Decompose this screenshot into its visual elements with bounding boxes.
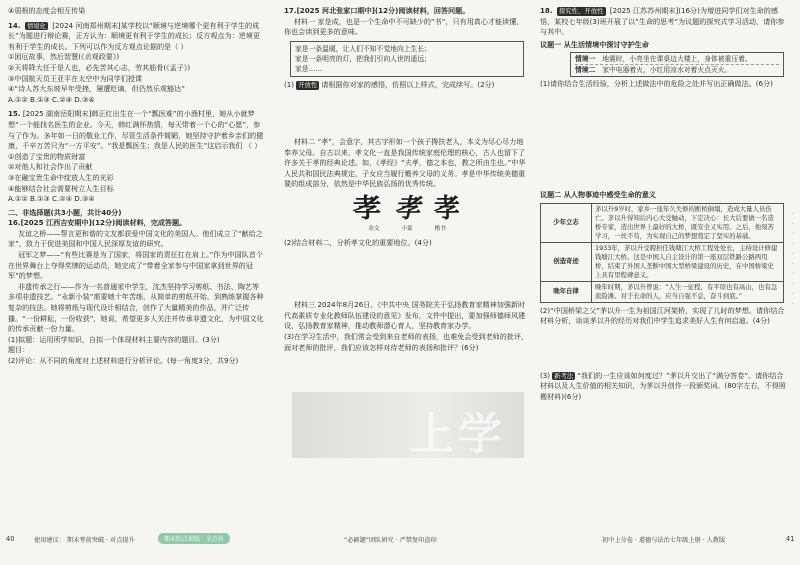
sub-number: (3) bbox=[540, 370, 551, 380]
page-number-right: 41 bbox=[786, 535, 795, 543]
material-3: 材料三 2024年8月26日，《中共中央 国务院关于弘扬教育家精神加强新时代高素质专业化教师队伍建设的意见》发布，文件中提出，要加强师德师风建设，弘扬教育家精神，推动教师潜心育人，坚持教育家办学。 bbox=[284, 300, 526, 331]
q16-title: 16.[2025 江西吉安期中](12分)阅读材料，完成答题。 bbox=[8, 218, 187, 228]
q14-option: ①困厄故事，然后智慧(《贞观政要》) bbox=[8, 52, 120, 62]
part2-title: 二、非选择题(共3小题，共计40分) bbox=[8, 207, 122, 217]
answer-space bbox=[284, 248, 530, 300]
q15-option: ③在融宝贵生命中绽放人生的光彩 bbox=[8, 172, 114, 182]
glyph-label: 金文 bbox=[368, 225, 380, 232]
q14-choices: A.①② B.①③ C.②④ D.③④ bbox=[8, 94, 95, 104]
q16-sub1: (1)拟题：运用所学知识，自拟一个体现材料主要内容的题目。(3分) bbox=[8, 334, 220, 344]
material-1: 材料一 家是成，也是一个生命中不可缺少的“书”，只有用真心才能读懂，你也会读到更多的意味。 bbox=[284, 16, 524, 37]
q15-number: 15. bbox=[8, 109, 21, 119]
sub-text: 请根据你对家的感悟，仿照以上样式，完成续写。(2分) bbox=[321, 80, 495, 90]
sub-tag: 新考法 bbox=[554, 371, 574, 380]
material-1-box bbox=[290, 41, 524, 78]
glyph-jinwen: 孝 bbox=[352, 193, 382, 224]
glyph-label: 小篆 bbox=[401, 225, 413, 232]
table-row bbox=[541, 203, 784, 242]
table-row bbox=[541, 281, 784, 302]
glyph-xiaozhuan: 孝 bbox=[393, 193, 420, 224]
q15-option: ②对他人和社会作出了贡献 bbox=[8, 162, 93, 172]
row-header: 晚年自律 bbox=[541, 281, 592, 302]
topic-2: 议题二 从人物事迹中感受生命的意义 bbox=[540, 189, 656, 199]
scenario-text: 地震时，小亮坐在课桌边大楼上，身体被重压着。 bbox=[602, 55, 752, 64]
q16-paragraph: 冠军之梦——“有些比赛是为了国家，将国家的责任扛在肩上。”作为中国队首个在世界舞台上夺得奖牌的运动员，她完成了“带着全家参与中国家拿到世界的冠军”的梦想。 bbox=[8, 250, 263, 281]
page-number-left: 40 bbox=[6, 535, 15, 543]
watermark bbox=[292, 392, 524, 458]
q15-choices: A.①② B.①③ C.②④ D.③④ bbox=[8, 194, 95, 204]
mao-yisheng-table bbox=[540, 203, 784, 303]
scenario-2 bbox=[575, 65, 779, 75]
box-line: 家是…… bbox=[295, 65, 323, 74]
scenario-text: 家中电器着火，小红用凉水对着火点灭火。 bbox=[602, 66, 732, 75]
sub-number: (1) bbox=[284, 80, 295, 90]
scenario-box bbox=[570, 52, 784, 77]
question-15 bbox=[8, 109, 266, 151]
question-14 bbox=[8, 21, 266, 53]
q16-title-label: 题目： bbox=[8, 345, 30, 355]
topic-3 bbox=[540, 371, 790, 403]
box-line: 家是一条温暖，让人们不知不觉地向上生长； bbox=[295, 44, 431, 53]
q16-sub2: (2)评论：从不同的角度对上述材料进行分析评论。(每一角度3分，共9分) bbox=[8, 356, 239, 365]
material-2: 材料二 “孝”，会意字，其古字形如一个孩子搀扶老人，本义为尽心尽力地奉养父母。自古以来，孝文化一直是我国传统家庭伦理的核心，古人也留下了许多关于孝的经典论述。如，《孝经》“夫孝，德之本也，教之所由生也。”中华人民共和国民法典规定，子女应当履行赡养父母的义务。孝是中华传统美德重要的组成部分，依然是中华民族弘扬的优秀传统。 bbox=[284, 136, 526, 189]
q14-number: 14. bbox=[8, 20, 21, 30]
q15-option: ①创造了宝贵的物质财富 bbox=[8, 151, 86, 161]
usage-hint: 使用建议： 期末考前突破 · 对点提升 bbox=[34, 537, 135, 544]
answer-space bbox=[284, 91, 530, 137]
row-header: 创造奇迹 bbox=[541, 242, 592, 281]
row-content: 1933年，茅以升受聘担任钱塘江大桥工程处处长，主持设计修建钱塘江大桥。这是中国人自主设计的第一座双层铁路公路两用桥，结束了外国人垄断中国大型桥梁建设的历史，在中国桥梁史上具有里程碑意义。 bbox=[592, 242, 784, 281]
table-row bbox=[541, 242, 784, 281]
q13-option: ④弱根的态度会相互传染 bbox=[8, 6, 86, 15]
binding-margin: · · · · · · · · · · bbox=[792, 211, 794, 308]
scenario-label: 情境一 bbox=[575, 55, 596, 64]
glyph-kaishu: 孝 bbox=[434, 193, 461, 224]
q14-option: ②天将降大任于是人也，必先苦其心志，劳其筋骨(《孟子》) bbox=[8, 62, 191, 72]
q18-text: [2025 江苏苏州期末](16分)为增进同学们对生命的感悟，某校七年级(3)班开展了以“生命的思考”为议题的探究式学习活动，请你参与其中。 bbox=[540, 6, 785, 37]
scenario-1 bbox=[575, 54, 779, 65]
row-content: 晚年时期，茅以升曾说：“人生一征程，有平原也有高山，也有急流险滩。对于长命的人，应当自强不息，奋斗到底。” bbox=[592, 281, 784, 302]
q18-number: 18. bbox=[540, 6, 553, 15]
answer-space bbox=[540, 327, 790, 371]
q17-title: 17.[2025 河北张家口期中](12分)阅读材料，回答问题。 bbox=[284, 6, 470, 15]
sub-text: “我们的一生应该如何度过？”茅以升交出了“满分答卷”。请你结合材料以及人生价值的相关知识，为茅以升创作一段颁奖词。(80字左右，不得照搬材料)(6分) bbox=[540, 370, 786, 401]
copyright-note: “必刷题”团队研究 · 严禁复印盗印 bbox=[344, 537, 437, 544]
q14-tag: 情境化 bbox=[26, 21, 47, 30]
q18-tag: 探究性、开放性 bbox=[558, 7, 604, 15]
q17-sub2: (2)结合材料二，分析孝文化的重要地位。(4分) bbox=[284, 237, 432, 247]
q16-paragraph: 友谊之桥——帮言更和谐的文友都获爱中国文化的美国人。他们成立了“献给之家”，致力于促进美国和中国人民深厚友谊的研究。 bbox=[8, 228, 263, 249]
topic-1-sub: (1)请你结合生活经验，分析上述做法中的危险之处并写出正确做法。(6分) bbox=[540, 79, 773, 89]
answer-space bbox=[540, 90, 790, 190]
watermark-text: 上学 bbox=[410, 409, 506, 460]
xiao-glyphs bbox=[284, 194, 530, 224]
q16-paragraph: 非遗传承之行——作为一名普通家中学生，沈杰坚持学习剪纸、书法、陶艺等多项非遗技艺。“永新小装”需要她十年苦练，从简单的剪纸开始，到熟练掌握各种复杂的技法。她将剪纸与现代设计相结合，创作了大量精美的作品，并广泛传播。“一份耕耘，一份收获”，她说，希望更多人关注并传承非遗文化，为中国文化的传承贡献一份力量。 bbox=[8, 281, 264, 334]
glyph-labels bbox=[284, 224, 530, 235]
q15-option: ④能够结合社会需要树立人生目标 bbox=[8, 183, 114, 193]
section-pill: 期末综合训练 · 全方位 bbox=[158, 533, 230, 544]
row-header: 少年立志 bbox=[541, 203, 592, 242]
question-18 bbox=[540, 6, 790, 38]
glyph-label: 楷书 bbox=[434, 225, 446, 232]
q14-text: [2024 河南郑州期末]某学校以“顺境与逆境哪个更有利于学生的成长”为题进行辩论赛，正方认为：顺境更有利于学生的成长；反方观点为：逆境更有利于学生的成长。下列可以作为反方观点论据的是（ ） bbox=[8, 20, 260, 51]
page-footer bbox=[0, 532, 800, 552]
book-title: 初中上分卷 · 道德与法治七年级上册 · 人教版 bbox=[602, 537, 726, 544]
box-line: 家是一条明亮的灯，把我们引向人世的遥远； bbox=[295, 54, 431, 63]
scenario-label: 情境二 bbox=[575, 66, 596, 75]
q17-sub3: (3)在学习生活中，我们常会受到来自老师的表扬，也难免会受到老师的批评，面对老师的批评，我们应该怎样对待老师的表扬和批评？(6分) bbox=[284, 331, 529, 352]
topic-2-sub: (2)“中国桥梁之父”茅以升一生为祖国江河架桥，实现了儿时的梦想。请你结合材料分析，谈谈茅以升的经历对我们中学生追求美好人生有何启迪。(4分) bbox=[540, 305, 785, 326]
q15-text: [2025 湖南岳阳期末]韩正红出生在一个“瓢医难”的小渔村里，她从小就梦想“一个能找名医生的企业。今天，韩红满怀热情，每天带着一个心的“心愿”，参与了作为。多年如一日的敬业工作，尽管生活条件简陋，她坚持守护着乡亲们的健康，千辛万苦只为“一方平安”。“我是瓢医生；我是人民的医生”这启示我们 （ ） bbox=[8, 109, 264, 151]
q14-option: ③中国航天员王亚平在太空中为同学们授课 bbox=[8, 73, 143, 83]
right-column bbox=[540, 6, 790, 403]
row-content: 茅以升9岁时，家乡一座年久失修的断桥倒塌，造成大量人员伤亡。茅以升得知后内心大受触动，下定决心：长大后要做一名造桥专家，造出世界上最好的大桥，既安全又实用。之后，他刻苦学习，一丝不苟，为实现自己的梦想奠定了坚实的基础。 bbox=[592, 203, 784, 242]
topic-1: 议题一 从生活情境中探讨守护生命 bbox=[540, 39, 649, 49]
left-column bbox=[8, 6, 266, 367]
q14-option: ④“诗人苏大东坡早年受挫，屡遭贬谪，但仍然乐观豁达” bbox=[8, 84, 185, 94]
sub-tag: 开放性 bbox=[298, 81, 318, 90]
q17-sub1 bbox=[284, 80, 530, 91]
middle-column bbox=[284, 6, 530, 353]
